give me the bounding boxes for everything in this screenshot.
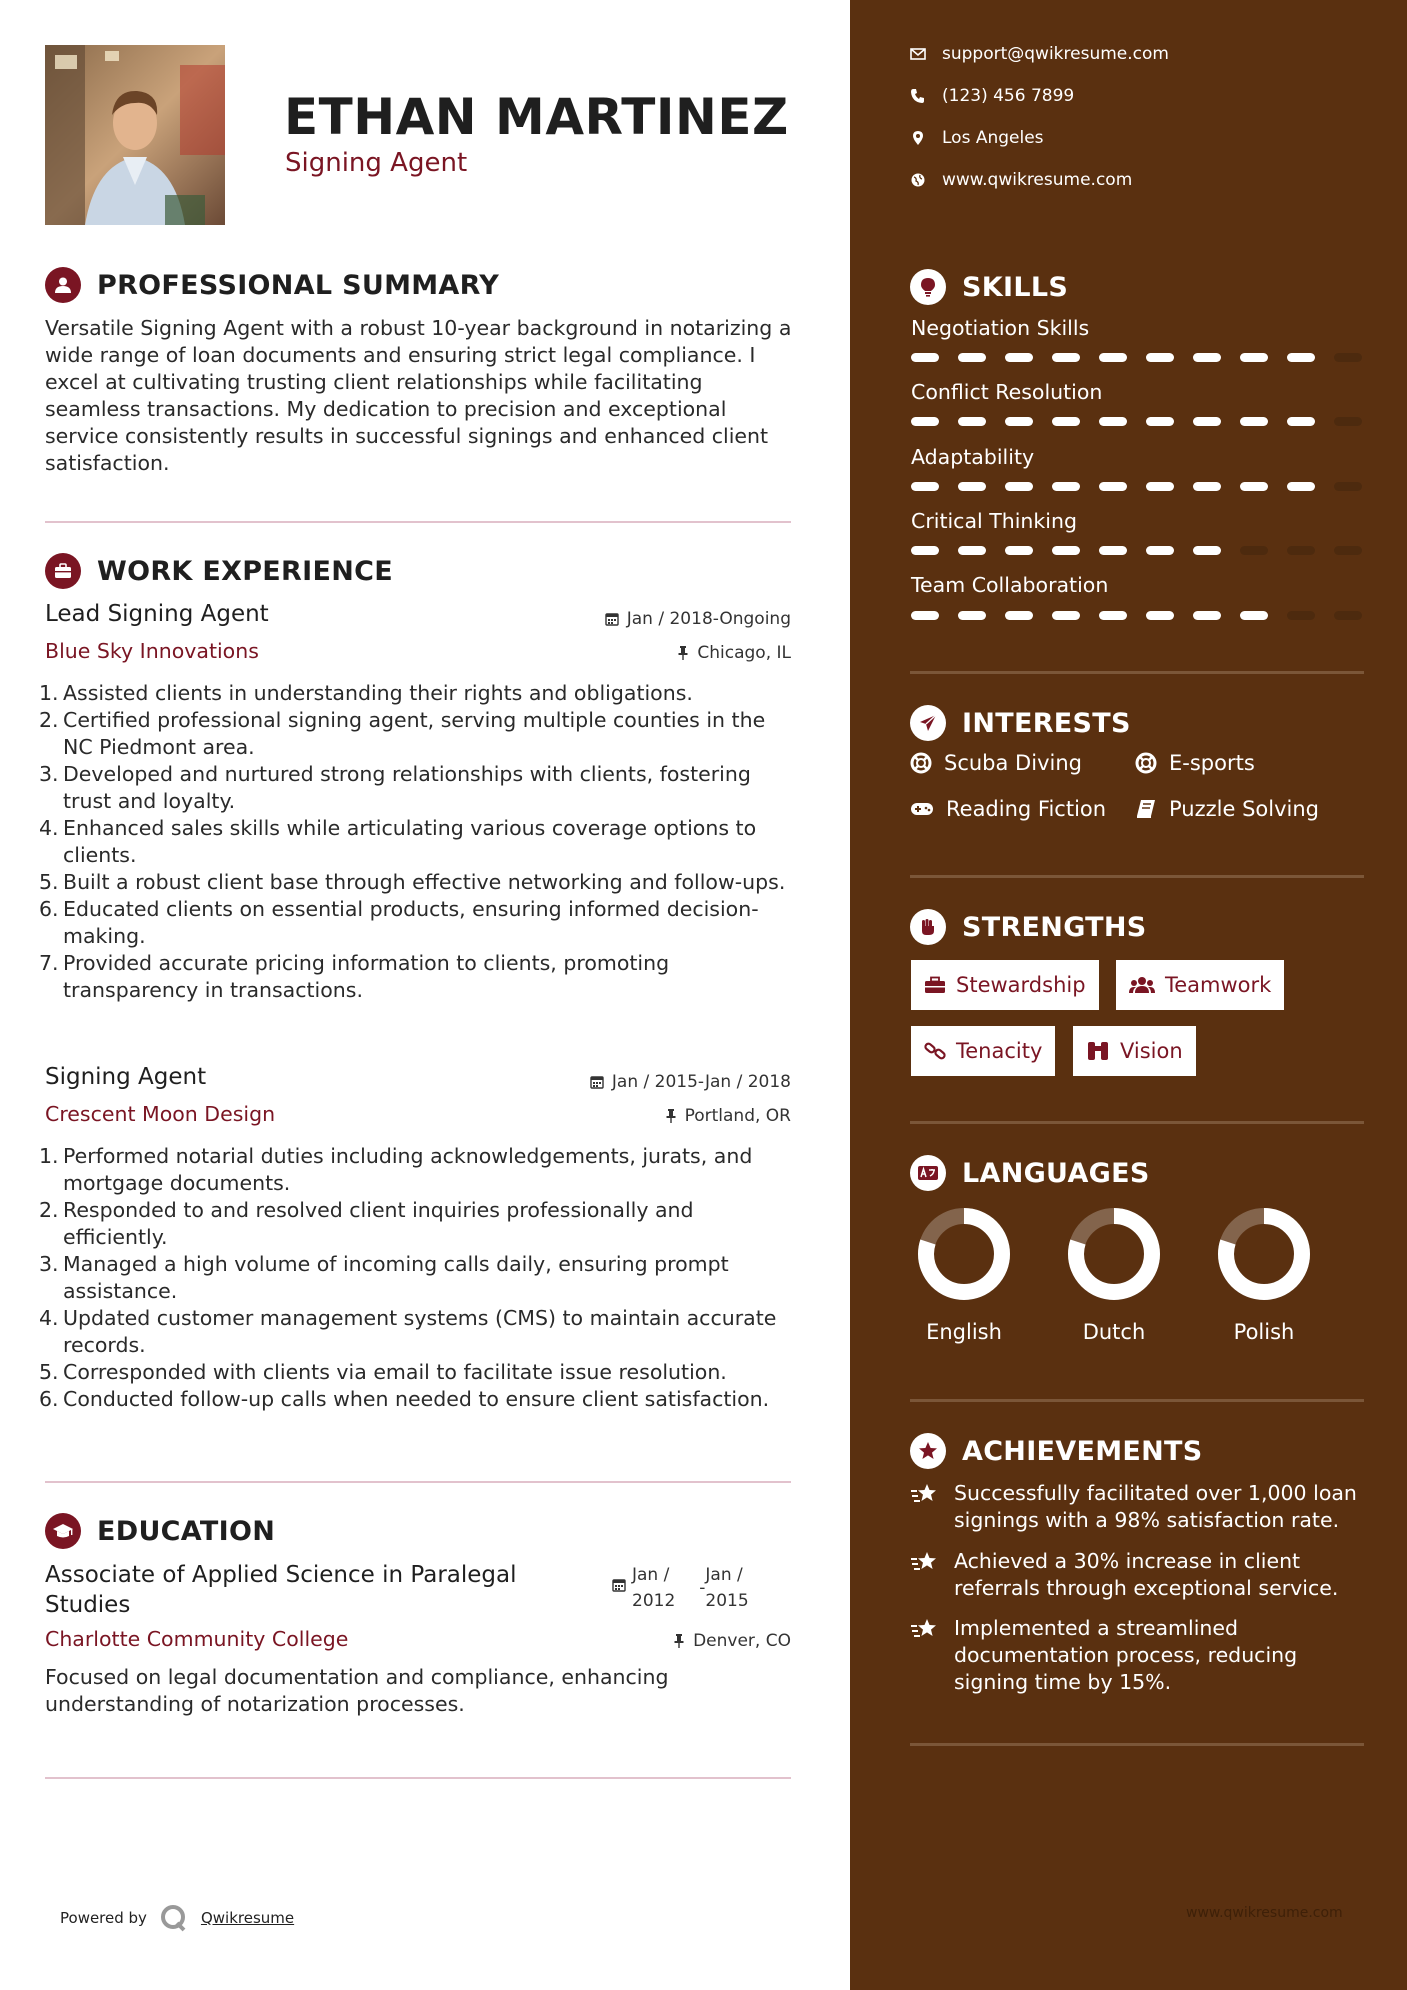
skill-level-segment [1287, 353, 1315, 362]
section-divider [910, 1743, 1364, 1746]
list-item: 2. Certified professional signing agent, serving multiple counties in the NC Piedmont area. [39, 708, 766, 759]
languages-heading [910, 1155, 1150, 1191]
list-item: 3. Developed and nurtured strong relationships with clients, fostering trust and loyalty. [39, 762, 751, 813]
skill-level-segment [1005, 482, 1033, 491]
fist-icon [910, 909, 946, 945]
job-location [677, 643, 791, 663]
list-item: 1. Assisted clients in understanding their rights and obligations. [39, 681, 693, 705]
skill-level-segment [1240, 482, 1268, 491]
skill-level-segment [1240, 353, 1268, 362]
skill-level-segment [1287, 611, 1315, 620]
graduation-cap-icon [45, 1513, 81, 1549]
skill-level-segment [1193, 611, 1221, 620]
job-location-text: Chicago, IL [697, 643, 791, 663]
candidate-role: Signing Agent [285, 148, 468, 178]
language-proficiency-ring [1066, 1206, 1162, 1302]
skill-level-segment [1052, 611, 1080, 620]
interest-item: Reading Fiction [910, 797, 1106, 821]
job-location [665, 1106, 791, 1126]
skill-level-segment [1146, 546, 1174, 555]
school-location [673, 1631, 791, 1651]
job-dates [605, 609, 791, 629]
list-item: 5. Corresponded with clients via email to facilitate issue resolution. [39, 1360, 727, 1384]
skill-level-bar [911, 482, 1362, 491]
summary-title: PROFESSIONAL SUMMARY [97, 269, 500, 301]
language-proficiency-ring [916, 1206, 1012, 1302]
binoculars-icon [1086, 1041, 1110, 1061]
calendar-icon [590, 1075, 604, 1089]
powered-by [60, 1903, 294, 1933]
job-title: Signing Agent [45, 1064, 207, 1090]
skill-level-segment [1240, 417, 1268, 426]
skill-level-segment [1287, 546, 1315, 555]
list-item: 4. Enhanced sales skills while articulating various coverage options to clients. [39, 816, 757, 867]
skill-level-segment [958, 611, 986, 620]
skill-level-segment [958, 353, 986, 362]
skill-level-bar [911, 546, 1362, 555]
list-item: 6. Conducted follow-up calls when needed to ensure client satisfaction. [39, 1387, 770, 1411]
skill-level-segment [1099, 482, 1127, 491]
job-responsibilities [39, 1143, 799, 1413]
list-item: 3. Managed a high volume of incoming calls daily, ensuring prompt assistance. [39, 1252, 729, 1303]
strength-badge: Stewardship [911, 960, 1099, 1010]
skill-level-bar [911, 611, 1362, 620]
footer-url[interactable]: www.qwikresume.com [1186, 1905, 1343, 1921]
qwikresume-logo-icon [159, 1903, 189, 1933]
achievements-heading [910, 1433, 1203, 1469]
lightbulb-icon [910, 269, 946, 305]
skill-level-segment [1005, 611, 1033, 620]
globe-icon [910, 172, 926, 188]
skill-level-segment [1099, 546, 1127, 555]
interest-item: Scuba Diving [910, 751, 1082, 775]
job-company: Blue Sky Innovations [45, 639, 259, 663]
skills-heading [910, 269, 1068, 305]
strength-badge: Tenacity [911, 1026, 1055, 1076]
contact-location [910, 128, 1044, 148]
experience-title: WORK EXPERIENCE [97, 555, 393, 587]
achievement-item: Successfully facilitated over 1,000 loan signings with a 98% satisfaction rate. [910, 1480, 1360, 1534]
job-company: Crescent Moon Design [45, 1102, 276, 1126]
calendar-icon [612, 1578, 626, 1592]
skill-level-segment [1334, 611, 1362, 620]
skill-level-segment [1334, 482, 1362, 491]
contact-phone [910, 86, 1074, 106]
interests-title: INTERESTS [962, 707, 1131, 739]
skill-level-segment [911, 611, 939, 620]
skill-level-segment [1287, 417, 1315, 426]
section-divider [910, 1399, 1364, 1402]
skill-level-segment [1005, 546, 1033, 555]
contact-location-text: Los Angeles [942, 128, 1044, 148]
list-item: 7. Provided accurate pricing information to clients, promoting transparency in transactions. [39, 951, 670, 1002]
map-marker-icon [910, 130, 926, 146]
skill-name: Critical Thinking [911, 509, 1077, 533]
list-item: 2. Responded to and resolved client inquiries professionally and efficiently. [39, 1198, 694, 1249]
powered-by-label: Powered by [60, 1909, 147, 1927]
skill-level-segment [911, 546, 939, 555]
phone-icon [910, 88, 926, 104]
section-divider [910, 1121, 1364, 1124]
skill-level-segment [1146, 353, 1174, 362]
skill-level-segment [958, 482, 986, 491]
language-item [1204, 1206, 1324, 1344]
achievement-item: Implemented a streamlined documentation process, reducing signing time by 15%. [910, 1615, 1360, 1696]
book-icon [1135, 799, 1157, 819]
contact-website [910, 170, 1132, 190]
star-burst-icon [910, 1617, 940, 1643]
skill-level-segment [1052, 417, 1080, 426]
skill-level-segment [1193, 482, 1221, 491]
skill-level-bar [911, 353, 1362, 362]
candidate-name: ETHAN MARTINEZ [284, 88, 789, 146]
envelope-icon [910, 47, 926, 61]
language-name: Polish [1233, 1320, 1295, 1344]
link-icon [924, 1041, 946, 1061]
gamepad-icon [910, 801, 934, 817]
language-item [904, 1206, 1024, 1344]
school-name: Charlotte Community College [45, 1627, 349, 1651]
list-item: 1. Performed notarial duties including acknowledgements, jurats, and mortgage documents. [39, 1144, 753, 1195]
job-dates [590, 1072, 791, 1092]
skill-level-segment [1334, 546, 1362, 555]
skill-name: Team Collaboration [911, 573, 1109, 597]
skill-name: Conflict Resolution [911, 380, 1103, 404]
skill-level-segment [958, 546, 986, 555]
job-dates-text: Jan / 2018-Ongoing [626, 609, 791, 629]
section-divider [45, 1777, 791, 1779]
skill-level-segment [1334, 417, 1362, 426]
skill-level-segment [1005, 353, 1033, 362]
skill-level-segment [1052, 353, 1080, 362]
language-proficiency-ring [1216, 1206, 1312, 1302]
achievement-item: Achieved a 30% increase in client referrals through exceptional service. [910, 1548, 1360, 1602]
skill-level-segment [1052, 546, 1080, 555]
job-title: Lead Signing Agent [45, 601, 269, 627]
strength-badge: Vision [1073, 1026, 1196, 1076]
language-name: English [926, 1320, 1002, 1344]
pin-icon [673, 1634, 685, 1648]
list-item: 5. Built a robust client base through effective networking and follow-ups. [39, 870, 786, 894]
briefcase-icon [45, 553, 81, 589]
skill-level-segment [1005, 417, 1033, 426]
calendar-icon [605, 612, 619, 626]
interests-heading [910, 705, 1131, 741]
skill-name: Adaptability [911, 445, 1035, 469]
skill-level-segment [1146, 482, 1174, 491]
summary-text: Versatile Signing Agent with a robust 10-year background in notarizing a wide range of loan documents and ensuring strict legal compliance. I excel at cultivating trusting client relationships while facilitating seamless transactions. My dedication to precision and exceptional service consistently results in successful signings and enhanced client satisfaction. [45, 316, 792, 475]
skill-level-segment [1052, 482, 1080, 491]
education-title: EDUCATION [97, 1515, 276, 1547]
section-divider [910, 671, 1364, 674]
skill-level-segment [1146, 611, 1174, 620]
section-divider [910, 875, 1364, 878]
education-dates: Jan / 2012 - Jan / 2015 [612, 1562, 749, 1614]
contact-phone-text: (123) 456 7899 [942, 86, 1075, 106]
language-icon [910, 1155, 946, 1191]
contact-email-text[interactable]: support@qwikresume.com [942, 44, 1169, 64]
skill-level-segment [1240, 546, 1268, 555]
interest-item: Puzzle Solving [1135, 797, 1319, 821]
skill-level-segment [1099, 353, 1127, 362]
list-item: 4. Updated customer management systems (CMS) to maintain accurate records. [39, 1306, 777, 1357]
language-item [1054, 1206, 1174, 1344]
job-responsibilities [39, 680, 799, 1004]
section-divider [45, 1481, 791, 1483]
paper-plane-icon [910, 705, 946, 741]
education-heading [45, 1513, 275, 1549]
star-icon [910, 1433, 946, 1469]
life-ring-icon [910, 752, 932, 774]
language-name: Dutch [1082, 1320, 1146, 1344]
strength-badge: Teamwork [1116, 960, 1284, 1010]
skill-level-segment [1146, 417, 1174, 426]
skill-level-segment [1193, 546, 1221, 555]
pin-icon [665, 1109, 677, 1123]
skill-level-segment [911, 482, 939, 491]
school-location-text: Denver, CO [693, 1631, 791, 1651]
star-burst-icon [910, 1550, 940, 1576]
skill-level-segment [958, 417, 986, 426]
life-ring-icon [1135, 752, 1157, 774]
interest-item: E-sports [1135, 751, 1255, 775]
education-text: Focused on legal documentation and compliance, enhancing understanding of notarization processes. [45, 1665, 669, 1716]
skill-level-segment [1099, 417, 1127, 426]
section-divider [45, 521, 791, 523]
users-icon [1129, 976, 1155, 994]
skill-level-segment [911, 417, 939, 426]
user-icon [45, 267, 81, 303]
job-dates-text: Jan / 2015-Jan / 2018 [611, 1072, 791, 1092]
contact-email [910, 44, 1169, 64]
skill-level-segment [1287, 482, 1315, 491]
pin-icon [677, 646, 689, 660]
skill-level-bar [911, 417, 1362, 426]
job-location-text: Portland, OR [684, 1106, 791, 1126]
skill-level-segment [911, 353, 939, 362]
profile-photo [45, 45, 225, 225]
powered-by-link[interactable]: Qwikresume [200, 1909, 295, 1927]
languages-title: LANGUAGES [962, 1157, 1150, 1189]
summary-heading [45, 267, 499, 303]
skill-level-segment [1240, 611, 1268, 620]
skill-level-segment [1193, 417, 1221, 426]
skill-level-segment [1334, 353, 1362, 362]
achievements-title: ACHIEVEMENTS [962, 1435, 1203, 1467]
list-item: 6. Educated clients on essential products, ensuring informed decision-making. [39, 897, 759, 948]
briefcase-icon [924, 976, 946, 994]
skill-level-segment [1099, 611, 1127, 620]
skill-level-segment [1193, 353, 1221, 362]
degree-title: Associate of Applied Science in Paralegal Studies [45, 1562, 517, 1618]
star-burst-icon [910, 1482, 940, 1508]
skill-name: Negotiation Skills [911, 316, 1090, 340]
experience-heading [45, 553, 393, 589]
skills-title: SKILLS [962, 271, 1069, 303]
strengths-title: STRENGTHS [962, 911, 1147, 943]
contact-website-text[interactable]: www.qwikresume.com [942, 170, 1133, 190]
strengths-heading [910, 909, 1147, 945]
